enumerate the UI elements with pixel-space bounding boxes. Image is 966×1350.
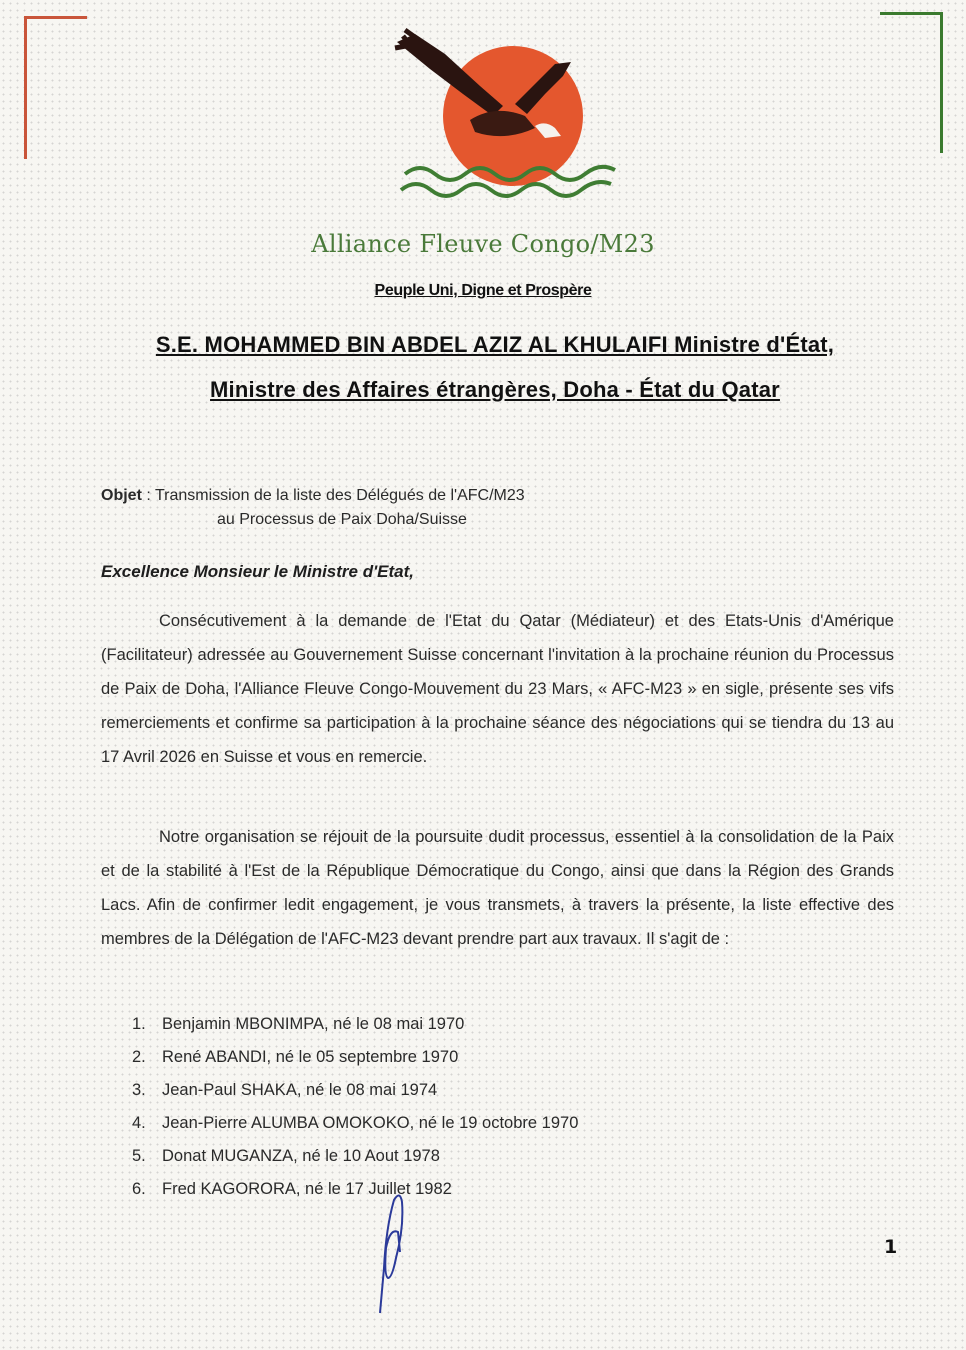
delegate-entry: Donat MUGANZA, né le 10 Aout 1978 bbox=[162, 1147, 440, 1165]
organization-motto: Peuple Uni, Digne et Prospère bbox=[374, 282, 592, 299]
subject-label: Objet bbox=[101, 487, 142, 504]
subject-line-1: Transmission de la liste des Délégués de l'AFC/M23 bbox=[154, 487, 525, 504]
subject-line-2: au Processus de Paix Doha/Suisse bbox=[217, 511, 467, 528]
list-item bbox=[132, 1008, 578, 1041]
list-item bbox=[132, 1041, 578, 1074]
list-item bbox=[132, 1107, 578, 1140]
list-number: 5. bbox=[132, 1147, 146, 1165]
salutation: Excellence Monsieur le Ministre d'Etat, bbox=[101, 562, 414, 581]
body-paragraph-1: Consécutivement à la demande de l'Etat du Qatar (Médiateur) et des Etats-Unis d'Amérique (Facilitateur) adressée au Gouvernement Suisse concernant l'invitation à la prochaine réunion du Processus de Paix de Doha, l'Alliance Fleuve Congo-Mouvement du 23 Mars, « AFC-M23 » en sigle, présente ses vifs remerciements et confirme sa participation à la prochaine séance des négociations qui se tiendra du 13 au 17 Avril 2026 en Suisse et vous en remercie. bbox=[101, 612, 894, 766]
delegate-entry: Fred KAGORORA, né le 17 Juillet 1982 bbox=[162, 1180, 452, 1198]
page-number: 1 bbox=[884, 1236, 898, 1258]
subject-separator: : bbox=[141, 487, 155, 504]
delegate-list bbox=[132, 1008, 578, 1206]
delegate-entry: Jean-Pierre ALUMBA OMOKOKO, né le 19 octobre 1970 bbox=[162, 1114, 579, 1132]
list-number: 1. bbox=[132, 1015, 146, 1033]
addressee-line-1: S.E. MOHAMMED BIN ABDEL AZIZ AL KHULAIFI Ministre d'État, bbox=[155, 332, 835, 357]
letter-subject bbox=[101, 484, 525, 532]
delegate-entry: Jean-Paul SHAKA, né le 08 mai 1974 bbox=[162, 1081, 438, 1099]
delegate-entry: Benjamin MBONIMPA, né le 08 mai 1970 bbox=[162, 1015, 465, 1033]
body-paragraph-2: Notre organisation se réjouit de la poursuite dudit processus, essentiel à la consolidation de la Paix et de la stabilité à l'Est de la République Démocratique du Congo, ainsi que dans la Région des Grands Lacs. Afin de confirmer ledit engagement, je vous transmets, à travers la présente, la liste effective des membres de la Délégation de l'AFC-M23 devant prendre part aux travaux. Il s'agit de : bbox=[101, 828, 894, 948]
addressee-line-2: Ministre des Affaires étrangères, Doha - État du Qatar bbox=[210, 377, 780, 402]
list-item bbox=[132, 1074, 578, 1107]
eagle-sun-logo-icon bbox=[385, 24, 625, 204]
list-item bbox=[132, 1173, 578, 1206]
handwritten-signature-icon bbox=[370, 1188, 420, 1318]
list-number: 3. bbox=[132, 1081, 146, 1099]
delegate-entry: René ABANDI, né le 05 septembre 1970 bbox=[162, 1048, 459, 1066]
left-corner-bracket bbox=[24, 16, 87, 159]
list-item bbox=[132, 1140, 578, 1173]
right-corner-bracket bbox=[880, 12, 943, 153]
list-number: 6. bbox=[132, 1180, 146, 1198]
organization-name: Alliance Fleuve Congo/M23 bbox=[311, 230, 655, 258]
list-number: 2. bbox=[132, 1048, 146, 1066]
list-number: 4. bbox=[132, 1114, 146, 1132]
